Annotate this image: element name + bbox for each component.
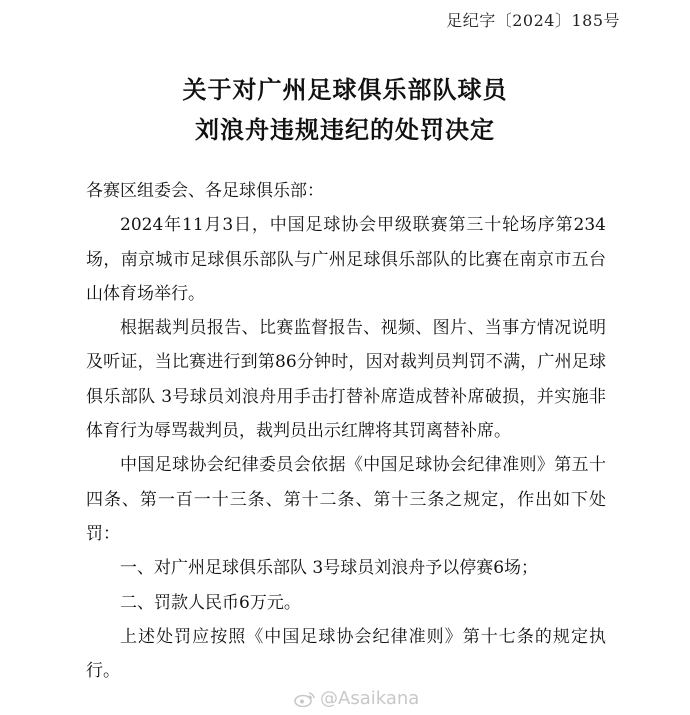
watermark-text: @Asaikana <box>320 688 420 709</box>
paragraph-incident: 根据裁判员报告、比赛监督报告、视频、图片、当事方情况说明及听证，当比赛进行到第86分钟时，因对裁判员判罚不满，广州足球俱乐部队 3号球员刘浪舟用手击打替补席造成替补席破损，并实施非体育行为辱骂裁判员，裁判员出示红牌将其罚离替补席。 <box>86 318 606 442</box>
penalty-item-1: 一、对广州足球俱乐部队 3号球员刘浪舟予以停赛6场； <box>120 558 539 579</box>
penalty-item-2: 二、罚款人民币6万元。 <box>120 592 301 613</box>
paragraph-match-info: 2024年11月3日，中国足球协会甲级联赛第三十轮场序第234场，南京城市足球俱乐部队与广州足球俱乐部队的比赛在南京市五台山体育场举行。 <box>86 215 606 304</box>
paragraph-basis: 中国足球协会纪律委员会依据《中国足球协会纪律准则》第五十四条、第一百一十三条、第十二条、第十三条之规定，作出如下处罚： <box>86 455 606 544</box>
title-line-1: 关于对广州足球俱乐部队球员 <box>182 76 508 104</box>
paragraph-execution: 上述处罚应按照《中国足球协会纪律准则》第十七条的规定执行。 <box>86 626 606 682</box>
watermark <box>294 688 419 709</box>
weibo-icon <box>294 691 316 707</box>
title-line-2: 刘浪舟违规违纪的处罚决定 <box>195 116 495 144</box>
salutation: 各赛区组委会、各足球俱乐部： <box>86 181 324 201</box>
document-body <box>86 174 606 688</box>
document-number: 足纪字〔2024〕185号 <box>446 11 620 30</box>
